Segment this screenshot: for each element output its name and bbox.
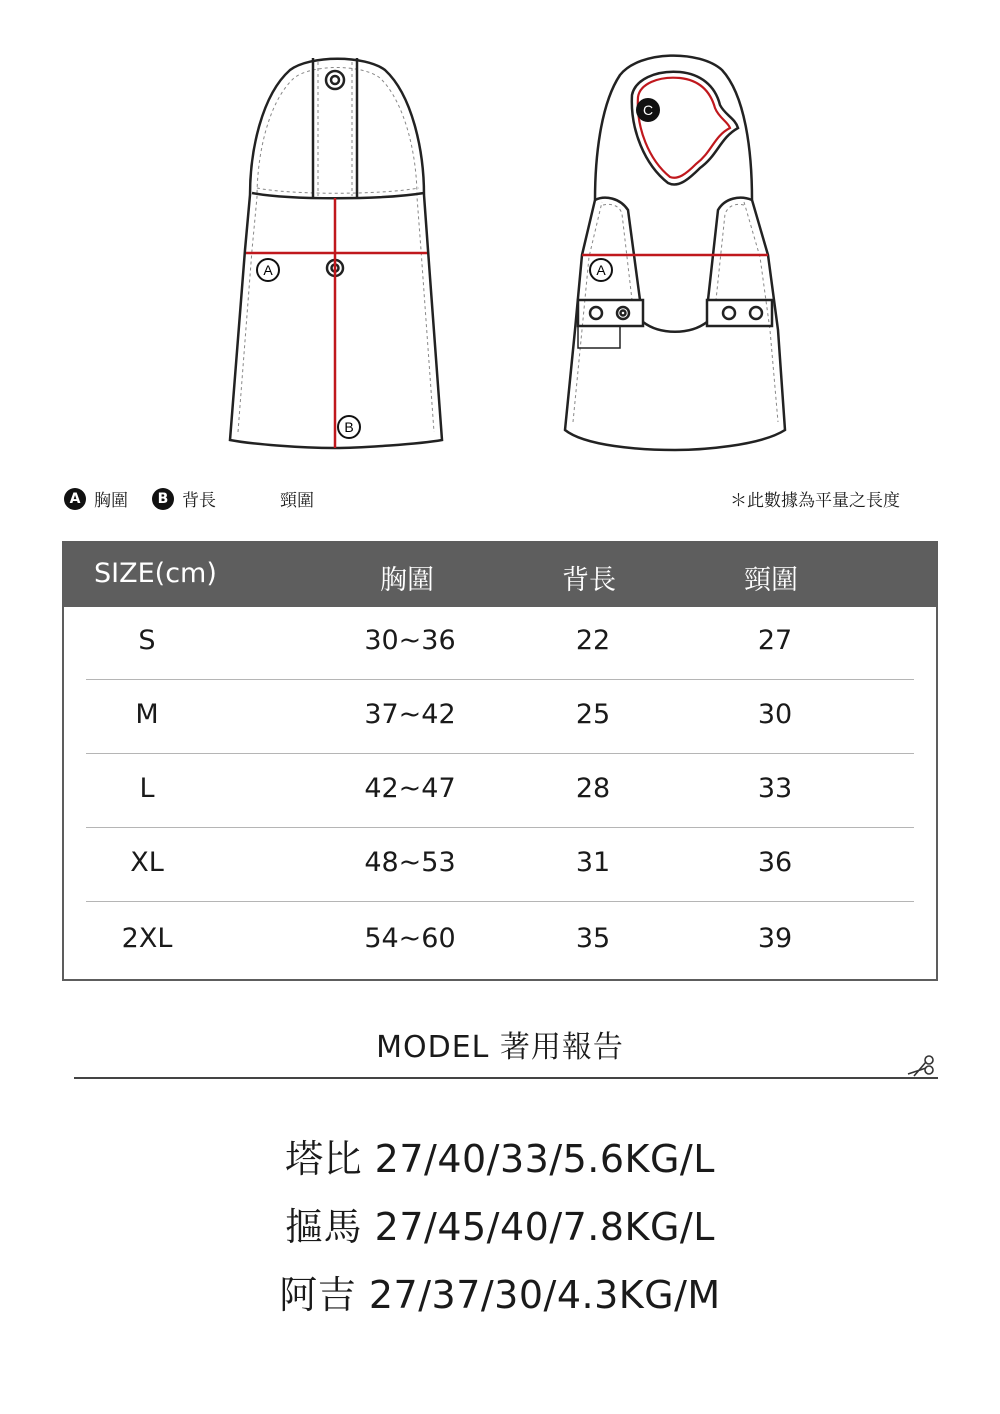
- table-row: [86, 605, 914, 680]
- header-size: SIZE(cm): [94, 558, 217, 589]
- cell-back: 31: [575, 847, 611, 878]
- legend-chest: [64, 486, 128, 511]
- table-row: [86, 753, 914, 828]
- cell-chest: 54~60: [364, 923, 456, 954]
- cell-chest: 30~36: [364, 625, 456, 656]
- svg-text:A: A: [596, 262, 606, 278]
- section-divider: [74, 1077, 938, 1079]
- cell-back: 25: [575, 699, 611, 730]
- size-table: [62, 541, 938, 981]
- table-row: [86, 679, 914, 754]
- model-entry: 阿吉 27/37/30/4.3KG/M: [279, 1273, 721, 1317]
- legend-b-badge: B: [152, 488, 174, 510]
- legend-neck: [280, 486, 314, 511]
- svg-text:B: B: [344, 419, 354, 435]
- model-entry: 摳馬 27/45/40/7.8KG/L: [285, 1205, 715, 1249]
- svg-text:A: A: [263, 262, 273, 278]
- scissors-icon: [904, 1052, 938, 1078]
- cell-size: L: [139, 773, 155, 804]
- cell-neck: 30: [757, 699, 793, 730]
- header-neck: 頸圍: [744, 565, 798, 596]
- legend-c-label: 頸圍: [280, 491, 314, 511]
- cell-back: 22: [575, 625, 611, 656]
- cell-neck: 27: [757, 625, 793, 656]
- header-back-length: 背長: [562, 565, 616, 596]
- cell-size: M: [135, 699, 159, 730]
- cell-neck: 36: [757, 847, 793, 878]
- marker-c: [637, 99, 659, 121]
- cell-chest: 48~53: [364, 847, 456, 878]
- cell-chest: 42~47: [364, 773, 456, 804]
- model-report-title: MODEL 著用報告: [376, 1030, 624, 1065]
- measurement-legend: [62, 486, 938, 516]
- cell-chest: 37~42: [364, 699, 456, 730]
- marker-a-left: [257, 259, 279, 281]
- marker-a-right: [590, 259, 612, 281]
- model-list: [0, 1128, 1000, 1332]
- cell-neck: 33: [757, 773, 793, 804]
- legend-b-label: 背長: [182, 491, 216, 511]
- table-header: [64, 543, 936, 607]
- cell-size: XL: [130, 847, 164, 878]
- table-row: [86, 827, 914, 902]
- legend-a-badge: A: [64, 488, 86, 510]
- legend-a-label: 胸圍: [94, 491, 128, 511]
- svg-text:C: C: [642, 102, 654, 118]
- model-entry: 塔比 27/40/33/5.6KG/L: [285, 1137, 715, 1181]
- header-chest: 胸圍: [380, 565, 434, 596]
- measurement-note: ＊此數據為平量之長度: [730, 491, 900, 511]
- cell-back: 35: [575, 923, 611, 954]
- table-row: [86, 903, 914, 977]
- marker-b: [338, 416, 360, 438]
- cell-back: 28: [575, 773, 611, 804]
- cell-size: S: [138, 625, 156, 656]
- cell-size: 2XL: [121, 923, 173, 954]
- cell-neck: 39: [757, 923, 793, 954]
- garment-diagrams: [0, 0, 1000, 470]
- legend-back-length: [152, 486, 216, 511]
- garment-front-view: [565, 56, 785, 450]
